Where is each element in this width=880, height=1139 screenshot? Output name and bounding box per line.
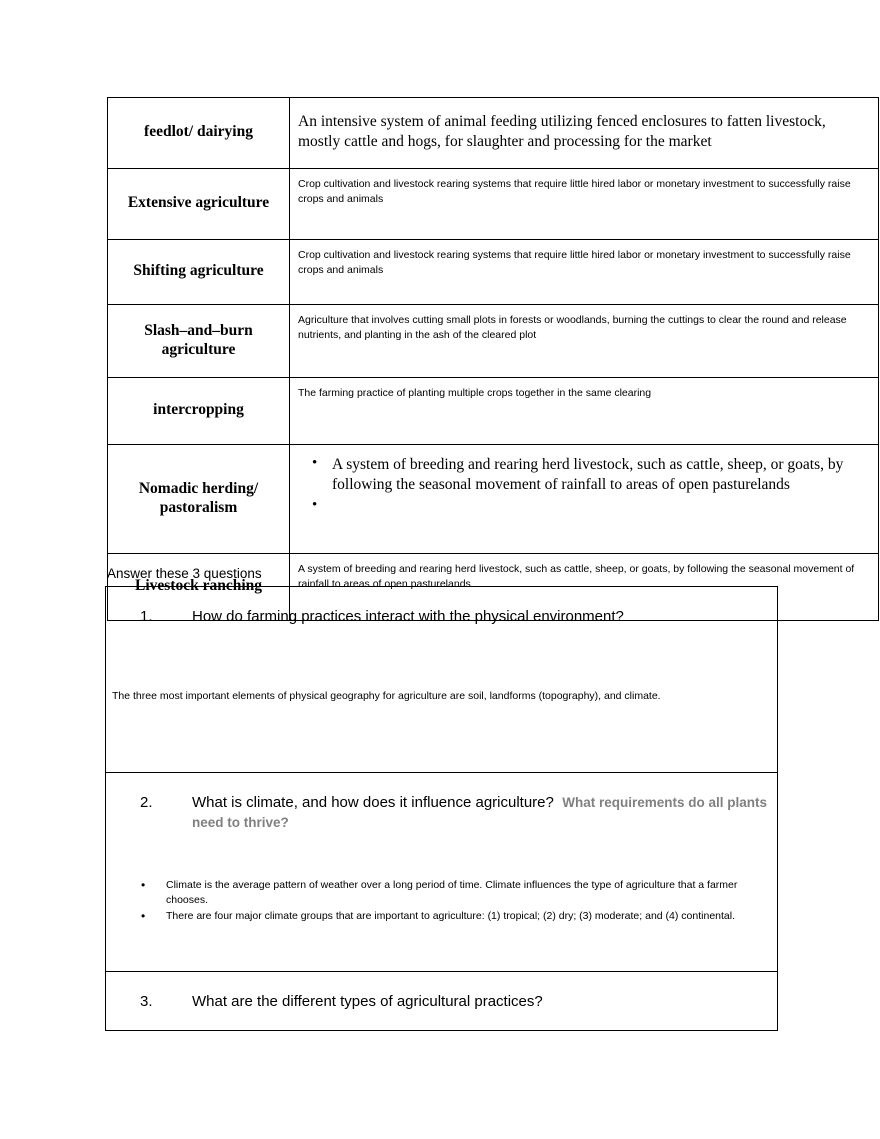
vocab-term: Nomadic herding/ pastoralism xyxy=(108,445,290,554)
list-item: • There are four major climate groups that are important to agriculture: (1) tropical; (2) dry; (3) moderate; and (4) continental. xyxy=(166,909,777,924)
vocab-term: Extensive agriculture xyxy=(108,169,290,240)
table-row xyxy=(108,169,879,240)
table-row xyxy=(108,445,879,554)
question-1-text xyxy=(106,587,777,627)
question-3-label: What are the different types of agricultural practices? xyxy=(192,993,543,1010)
question-3-number: 3. xyxy=(140,993,153,1010)
list-item-empty xyxy=(332,497,870,513)
question-1-label: How do farming practices interact with the physical environment? xyxy=(192,608,624,625)
vocab-term: Livestock ranching xyxy=(108,554,290,621)
question-2-number: 2. xyxy=(140,794,153,811)
question-section-3 xyxy=(106,972,777,1030)
definition-bullet-list xyxy=(298,455,870,513)
question-2-label: What is climate, and how does it influence agriculture? xyxy=(192,794,554,811)
question-section-1 xyxy=(106,587,777,773)
vocabulary-table xyxy=(107,97,879,621)
vocab-definition: Agriculture that involves cutting small plots in forests or woodlands, burning the cuttings to clear the round and release nutrients, and planting in the ash of the cleared plot xyxy=(290,305,879,378)
vocab-term: feedlot/ dairying xyxy=(108,98,290,169)
vocab-term: Slash–and–burn agriculture xyxy=(108,305,290,378)
vocab-term: intercropping xyxy=(108,378,290,445)
vocab-definition: An intensive system of animal feeding utilizing fenced enclosures to fatten livestock, mostly cattle and hogs, for slaughter and processing for the market xyxy=(290,98,879,169)
question-2-extra: What requirements do all plants need to thrive? xyxy=(192,795,767,831)
vocab-definition xyxy=(290,445,879,554)
vocab-definition: The farming practice of planting multiple crops together in the same clearing xyxy=(290,378,879,445)
list-item: • A system of breeding and rearing herd livestock, such as cattle, sheep, or goats, by following the seasonal movement of rainfall to areas of open pasturelands xyxy=(332,455,870,495)
vocab-definition: A system of breeding and rearing herd livestock, such as cattle, sheep, or goats, by following the seasonal movement of rainfall to areas of open pasturelands xyxy=(290,554,879,621)
question-2-text xyxy=(106,773,777,834)
question-3-text xyxy=(106,972,777,1012)
question-1-number: 1. xyxy=(140,608,153,625)
answers-heading: Answer these 3 questions xyxy=(107,566,262,581)
question-2-answer-list xyxy=(106,834,777,925)
question-section-2 xyxy=(106,773,777,972)
table-row xyxy=(108,240,879,305)
answers-box xyxy=(105,586,778,1031)
question-1-answer: The three most important elements of physical geography for agriculture are soil, landforms (topography), and climate. xyxy=(112,690,661,703)
vocab-definition: Crop cultivation and livestock rearing systems that require little hired labor or monetary investment to successfully raise crops and animals xyxy=(290,240,879,305)
vocab-definition: Crop cultivation and livestock rearing systems that require little hired labor or monetary investment to successfully raise crops and animals xyxy=(290,169,879,240)
vocab-term: Shifting agriculture xyxy=(108,240,290,305)
table-row xyxy=(108,305,879,378)
table-row xyxy=(108,98,879,169)
list-item: • Climate is the average pattern of weather over a long period of time. Climate influences the type of agriculture that a farmer chooses. xyxy=(166,878,777,908)
table-row xyxy=(108,378,879,445)
